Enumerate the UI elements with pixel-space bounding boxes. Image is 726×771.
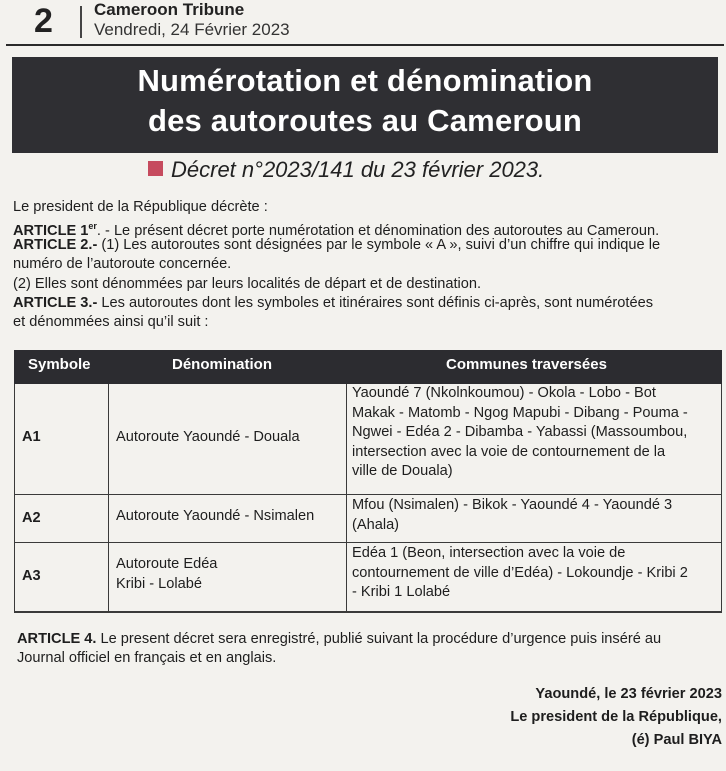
article-1-superscript: er <box>88 221 97 231</box>
article-3-text-1: Les autoroutes dont les symboles et itinéraires sont définis ci-après, sont numérotées <box>97 295 653 311</box>
decree-text: Décret n°2023/141 du 23 février 2023. <box>171 157 545 182</box>
article-1-text: . - Le présent décret porte numérotation et dénomination des autoroutes au Cameroun. <box>96 222 660 239</box>
article-2-text-1: (1) Les autoroutes sont désignées par le symbole « A », suivi d’un chiffre qui indique le <box>97 237 661 253</box>
row-symbol: A2 <box>22 510 41 526</box>
table-column-divider-2 <box>346 384 347 612</box>
article-3-line-2: et dénommées ainsi qu’il suit : <box>13 314 209 330</box>
communes-line: Yaoundé 7 (Nkolnkoumou) - Okola - Lobo - Bot <box>352 385 656 401</box>
column-header-denomination: Dénomination <box>172 356 272 373</box>
header-divider <box>80 6 82 38</box>
article-3-label: ARTICLE 3.- <box>13 295 98 311</box>
communes-line: Ngwei - Edéa 2 - Dibamba - Yabassi (Massoumbou, <box>352 424 688 440</box>
issue-date: Vendredi, 24 Février 2023 <box>94 20 290 39</box>
communes-line: Edéa 1 (Beon, intersection avec la voie de <box>352 545 626 561</box>
communes-line: Makak - Matomb - Ngog Mapubi - Dibang - Pouma - <box>352 404 688 421</box>
communes-line: intersection avec la voie de contournement de la <box>352 443 666 460</box>
table-header-row <box>14 350 722 384</box>
table-border-right <box>721 384 722 612</box>
row-communes <box>352 544 716 603</box>
article-2-line-3: (2) Elles sont dénommées par leurs localités de départ et de destination. <box>13 276 482 292</box>
article-title-banner <box>12 57 718 153</box>
communes-line: Mfou (Nsimalen) - Bikok - Yaoundé 4 - Yaoundé 3 <box>352 497 673 513</box>
row-denomination: Autoroute Yaoundé - Douala <box>116 429 300 445</box>
signature-name: (é) Paul BIYA <box>631 732 722 748</box>
communes-line: ville de Douala) <box>352 463 453 479</box>
article-2-label: ARTICLE 2.- <box>13 237 98 253</box>
signature-place-date: Yaoundé, le 23 février 2023 <box>535 686 722 702</box>
page-header <box>0 0 726 44</box>
row-symbol: A3 <box>22 568 41 584</box>
row-symbol: A1 <box>22 429 41 445</box>
page-number: 2 <box>34 2 53 40</box>
article-2-line-2: numéro de l’autoroute concernée. <box>13 256 232 272</box>
article-title-line-2: des autoroutes au Cameroun <box>147 103 583 138</box>
communes-line: contournement de ville d’Edéa) - Lokoundje - Kribi 2 <box>352 564 688 581</box>
row-denomination <box>116 555 217 594</box>
article-4-label: ARTICLE 4. <box>17 631 97 647</box>
article-4-text-1: Le present décret sera enregistré, publié suivant la procédure d’urgence puis inséré au <box>96 631 662 647</box>
communes-line: - Kribi 1 Lolabé <box>352 584 451 600</box>
article-4-line-1 <box>17 630 661 649</box>
row-communes <box>352 384 716 482</box>
table-border-bottom <box>14 611 722 613</box>
table-column-divider-1 <box>108 384 109 612</box>
communes-line: (Ahala) <box>352 516 400 533</box>
square-bullet-icon <box>148 161 163 176</box>
column-header-symbole: Symbole <box>28 356 91 373</box>
article-3-line-1 <box>13 294 653 313</box>
article-4-line-2: Journal officiel en français et en anglais. <box>17 650 277 666</box>
signature-title: Le president de la République, <box>510 709 722 725</box>
article-title-line-1: Numérotation et dénomination <box>137 63 593 98</box>
table-border-left <box>14 384 15 612</box>
publication-name: Cameroon Tribune <box>94 0 245 19</box>
denomination-line: Autoroute Edéa <box>116 556 218 572</box>
table-row-divider-1 <box>14 494 722 495</box>
table-row-divider-2 <box>14 542 722 543</box>
column-header-communes: Communes traversées <box>446 356 607 373</box>
row-denomination: Autoroute Yaoundé - Nsimalen <box>116 508 315 524</box>
row-communes <box>352 496 716 535</box>
header-rule <box>6 44 724 46</box>
article-2-line-1 <box>13 236 660 255</box>
decree-subtitle <box>148 157 544 183</box>
denomination-line: Kribi - Lolabé <box>116 575 202 592</box>
intro-line: Le president de la République décrète : <box>13 199 268 215</box>
article-1-label: ARTICLE 1 <box>13 222 89 239</box>
